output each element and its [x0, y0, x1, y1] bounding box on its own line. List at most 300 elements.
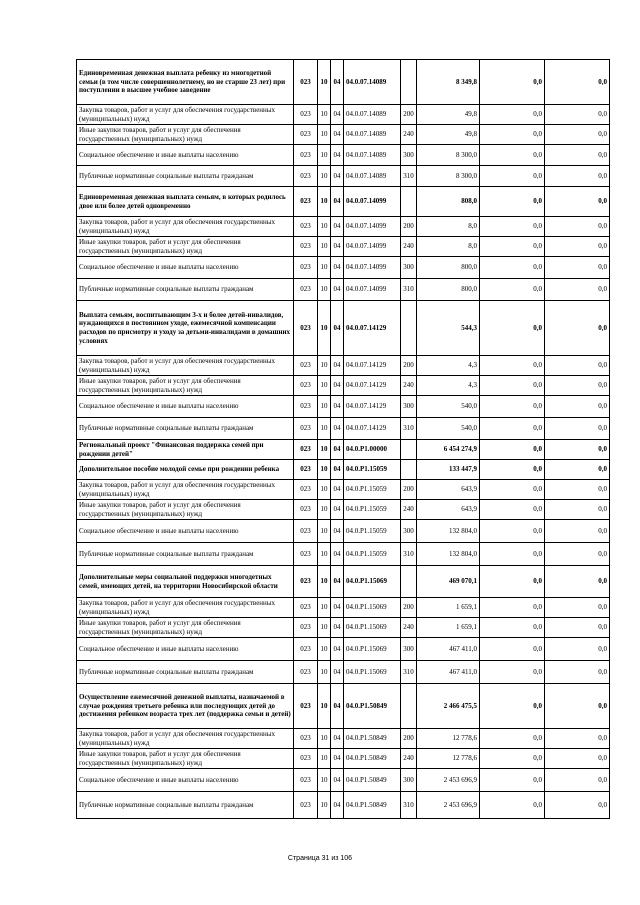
table-row	[77, 769, 610, 792]
row-section: 10	[318, 187, 331, 217]
row-target-article: 04.0.P1.15059	[344, 520, 401, 543]
row-expense-type: 300	[401, 145, 417, 166]
row-amount-year2: 0,0	[480, 257, 545, 279]
row-ministry-code: 023	[294, 237, 318, 257]
table-row	[77, 729, 610, 749]
row-name: Закупка товаров, работ и услуг для обеспечения государственных (муниципальных) нужд	[77, 729, 294, 749]
row-section: 10	[318, 638, 331, 661]
row-subsection: 04	[331, 729, 344, 749]
row-target-article: 04.0.P1.50849	[344, 749, 401, 769]
row-name: Осуществление ежемесячной денежной выплаты, назначаемой в случае рождения третьего ребенка или последующих детей до достижения ребенком возраста трех лет (поддержка семьи и детей)	[77, 684, 294, 729]
table-row	[77, 500, 610, 520]
row-target-article: 04.0.P1.15059	[344, 480, 401, 500]
row-amount-year1: 2 453 696,9	[417, 792, 480, 819]
row-amount-year3: 0,0	[545, 598, 610, 618]
row-amount-year3: 0,0	[545, 356, 610, 376]
row-section: 10	[318, 566, 331, 598]
row-name: Социальное обеспечение и иные выплаты населению	[77, 520, 294, 543]
row-amount-year3: 0,0	[545, 166, 610, 187]
row-ministry-code: 023	[294, 279, 318, 301]
row-amount-year3: 0,0	[545, 396, 610, 418]
row-name: Социальное обеспечение и иные выплаты населению	[77, 145, 294, 166]
row-amount-year1: 133 447,9	[417, 460, 480, 480]
row-name: Иные закупки товаров, работ и услуг для обеспечения государственных (муниципальных) нужд	[77, 749, 294, 769]
row-expense-type	[401, 440, 417, 460]
row-ministry-code: 023	[294, 356, 318, 376]
row-amount-year2: 0,0	[480, 356, 545, 376]
row-name: Публичные нормативные социальные выплаты гражданам	[77, 279, 294, 301]
row-amount-year3: 0,0	[545, 480, 610, 500]
row-amount-year1: 132 804,0	[417, 520, 480, 543]
row-target-article: 04.0.07.14089	[344, 125, 401, 145]
row-amount-year3: 0,0	[545, 684, 610, 729]
row-ministry-code: 023	[294, 396, 318, 418]
row-amount-year2: 0,0	[480, 217, 545, 237]
row-name: Публичные нормативные социальные выплаты гражданам	[77, 661, 294, 684]
row-expense-type: 300	[401, 638, 417, 661]
row-expense-type: 310	[401, 166, 417, 187]
row-ministry-code: 023	[294, 60, 318, 105]
row-expense-type: 200	[401, 105, 417, 125]
row-amount-year3: 0,0	[545, 60, 610, 105]
row-ministry-code: 023	[294, 500, 318, 520]
row-name: Дополнительное пособие молодой семье при рождении ребенка	[77, 460, 294, 480]
table-row	[77, 480, 610, 500]
row-expense-type: 240	[401, 376, 417, 396]
row-target-article: 04.0.P1.00000	[344, 440, 401, 460]
row-expense-type	[401, 684, 417, 729]
row-subsection: 04	[331, 279, 344, 301]
table-row	[77, 618, 610, 638]
row-section: 10	[318, 792, 331, 819]
row-amount-year3: 0,0	[545, 105, 610, 125]
row-amount-year1: 49,8	[417, 105, 480, 125]
row-amount-year1: 4,3	[417, 356, 480, 376]
row-amount-year3: 0,0	[545, 376, 610, 396]
row-amount-year2: 0,0	[480, 187, 545, 217]
row-amount-year3: 0,0	[545, 661, 610, 684]
row-target-article: 04.0.07.14129	[344, 301, 401, 356]
row-amount-year2: 0,0	[480, 480, 545, 500]
row-name: Закупка товаров, работ и услуг для обеспечения государственных (муниципальных) нужд	[77, 480, 294, 500]
row-subsection: 04	[331, 792, 344, 819]
row-amount-year1: 12 778,6	[417, 729, 480, 749]
row-ministry-code: 023	[294, 105, 318, 125]
table-row	[77, 638, 610, 661]
row-amount-year1: 8 300,0	[417, 145, 480, 166]
row-amount-year1: 467 411,0	[417, 661, 480, 684]
row-section: 10	[318, 460, 331, 480]
row-amount-year3: 0,0	[545, 237, 610, 257]
row-ministry-code: 023	[294, 301, 318, 356]
row-section: 10	[318, 684, 331, 729]
row-subsection: 04	[331, 566, 344, 598]
row-amount-year1: 643,9	[417, 480, 480, 500]
row-amount-year1: 12 778,6	[417, 749, 480, 769]
table-row	[77, 749, 610, 769]
row-expense-type	[401, 460, 417, 480]
row-expense-type	[401, 187, 417, 217]
row-section: 10	[318, 480, 331, 500]
row-section: 10	[318, 440, 331, 460]
row-target-article: 04.0.07.14099	[344, 257, 401, 279]
row-target-article: 04.0.P1.15059	[344, 543, 401, 566]
row-amount-year2: 0,0	[480, 60, 545, 105]
row-expense-type: 300	[401, 396, 417, 418]
row-subsection: 04	[331, 684, 344, 729]
table-row	[77, 520, 610, 543]
row-subsection: 04	[331, 661, 344, 684]
row-ministry-code: 023	[294, 769, 318, 792]
row-amount-year2: 0,0	[480, 237, 545, 257]
row-subsection: 04	[331, 418, 344, 440]
row-amount-year3: 0,0	[545, 749, 610, 769]
row-amount-year3: 0,0	[545, 566, 610, 598]
row-section: 10	[318, 749, 331, 769]
row-section: 10	[318, 279, 331, 301]
row-amount-year2: 0,0	[480, 500, 545, 520]
row-amount-year2: 0,0	[480, 301, 545, 356]
row-amount-year3: 0,0	[545, 500, 610, 520]
row-amount-year1: 2 466 475,5	[417, 684, 480, 729]
row-name: Региональный проект "Финансовая поддержка семей при рождении детей"	[77, 440, 294, 460]
row-amount-year1: 4,3	[417, 376, 480, 396]
row-amount-year1: 8 349,8	[417, 60, 480, 105]
row-amount-year3: 0,0	[545, 460, 610, 480]
row-target-article: 04.0.07.14099	[344, 187, 401, 217]
row-amount-year1: 2 453 696,9	[417, 769, 480, 792]
table-row	[77, 301, 610, 356]
row-amount-year1: 800,0	[417, 279, 480, 301]
row-expense-type: 310	[401, 661, 417, 684]
row-target-article: 04.0.P1.15069	[344, 566, 401, 598]
row-subsection: 04	[331, 217, 344, 237]
row-name: Публичные нормативные социальные выплаты гражданам	[77, 418, 294, 440]
row-subsection: 04	[331, 166, 344, 187]
row-amount-year2: 0,0	[480, 376, 545, 396]
row-ministry-code: 023	[294, 749, 318, 769]
row-amount-year1: 8 300,0	[417, 166, 480, 187]
row-amount-year1: 467 411,0	[417, 638, 480, 661]
row-amount-year2: 0,0	[480, 418, 545, 440]
row-target-article: 04.0.P1.15069	[344, 638, 401, 661]
row-section: 10	[318, 520, 331, 543]
row-amount-year2: 0,0	[480, 543, 545, 566]
row-subsection: 04	[331, 520, 344, 543]
row-amount-year1: 6 454 274,9	[417, 440, 480, 460]
row-ministry-code: 023	[294, 566, 318, 598]
row-expense-type: 200	[401, 598, 417, 618]
row-amount-year1: 1 659,1	[417, 618, 480, 638]
page-number: Страница 31 из 106	[287, 855, 353, 862]
row-amount-year2: 0,0	[480, 638, 545, 661]
row-amount-year1: 540,0	[417, 396, 480, 418]
row-target-article: 04.0.P1.50849	[344, 729, 401, 749]
row-target-article: 04.0.P1.15069	[344, 661, 401, 684]
table-row	[77, 396, 610, 418]
row-ministry-code: 023	[294, 145, 318, 166]
row-section: 10	[318, 301, 331, 356]
row-amount-year1: 49,8	[417, 125, 480, 145]
table-row	[77, 279, 610, 301]
row-amount-year2: 0,0	[480, 520, 545, 543]
row-name: Закупка товаров, работ и услуг для обеспечения государственных (муниципальных) нужд	[77, 105, 294, 125]
row-amount-year1: 132 804,0	[417, 543, 480, 566]
row-amount-year2: 0,0	[480, 792, 545, 819]
row-section: 10	[318, 543, 331, 566]
row-amount-year3: 0,0	[545, 145, 610, 166]
row-amount-year3: 0,0	[545, 279, 610, 301]
row-ministry-code: 023	[294, 684, 318, 729]
row-amount-year2: 0,0	[480, 661, 545, 684]
row-amount-year2: 0,0	[480, 769, 545, 792]
row-amount-year2: 0,0	[480, 566, 545, 598]
row-section: 10	[318, 769, 331, 792]
row-amount-year2: 0,0	[480, 460, 545, 480]
table-row	[77, 105, 610, 125]
row-amount-year2: 0,0	[480, 618, 545, 638]
row-section: 10	[318, 257, 331, 279]
row-target-article: 04.0.07.14129	[344, 356, 401, 376]
table-row	[77, 376, 610, 396]
row-amount-year3: 0,0	[545, 187, 610, 217]
row-expense-type: 240	[401, 618, 417, 638]
row-target-article: 04.0.07.14099	[344, 237, 401, 257]
row-section: 10	[318, 729, 331, 749]
table-row	[77, 257, 610, 279]
row-ministry-code: 023	[294, 729, 318, 749]
row-name: Иные закупки товаров, работ и услуг для обеспечения государственных (муниципальных) нужд	[77, 618, 294, 638]
row-subsection: 04	[331, 638, 344, 661]
table-row	[77, 187, 610, 217]
row-amount-year2: 0,0	[480, 105, 545, 125]
row-expense-type	[401, 60, 417, 105]
table-row	[77, 684, 610, 729]
row-name: Публичные нормативные социальные выплаты гражданам	[77, 166, 294, 187]
row-name: Единовременная денежная выплата ребенку из многодетной семьи (в том числе совершеннолетнему, но не старше 23 лет) при поступлении в высшее учебное заведение	[77, 60, 294, 105]
row-amount-year3: 0,0	[545, 301, 610, 356]
row-ministry-code: 023	[294, 257, 318, 279]
row-amount-year2: 0,0	[480, 125, 545, 145]
row-expense-type: 200	[401, 217, 417, 237]
row-subsection: 04	[331, 480, 344, 500]
row-amount-year3: 0,0	[545, 543, 610, 566]
row-expense-type: 240	[401, 500, 417, 520]
table-row	[77, 60, 610, 105]
row-amount-year3: 0,0	[545, 418, 610, 440]
row-subsection: 04	[331, 618, 344, 638]
table-row	[77, 237, 610, 257]
row-amount-year3: 0,0	[545, 729, 610, 749]
row-amount-year3: 0,0	[545, 440, 610, 460]
row-name: Социальное обеспечение и иные выплаты населению	[77, 257, 294, 279]
row-ministry-code: 023	[294, 661, 318, 684]
row-subsection: 04	[331, 145, 344, 166]
row-section: 10	[318, 145, 331, 166]
row-name: Дополнительные меры социальной поддержки многодетных семей, имеющих детей, на территории Новосибирской области	[77, 566, 294, 598]
row-target-article: 04.0.07.14089	[344, 60, 401, 105]
budget-table	[76, 59, 610, 819]
row-amount-year2: 0,0	[480, 749, 545, 769]
row-section: 10	[318, 105, 331, 125]
row-ministry-code: 023	[294, 480, 318, 500]
row-expense-type	[401, 566, 417, 598]
row-subsection: 04	[331, 543, 344, 566]
row-section: 10	[318, 396, 331, 418]
row-target-article: 04.0.P1.15069	[344, 598, 401, 618]
row-ministry-code: 023	[294, 543, 318, 566]
row-expense-type: 200	[401, 729, 417, 749]
row-subsection: 04	[331, 440, 344, 460]
row-name: Публичные нормативные социальные выплаты гражданам	[77, 543, 294, 566]
row-expense-type: 310	[401, 792, 417, 819]
row-expense-type: 240	[401, 237, 417, 257]
row-section: 10	[318, 166, 331, 187]
row-target-article: 04.0.P1.15059	[344, 500, 401, 520]
row-amount-year1: 469 070,1	[417, 566, 480, 598]
table-row	[77, 418, 610, 440]
row-subsection: 04	[331, 257, 344, 279]
row-amount-year3: 0,0	[545, 125, 610, 145]
row-section: 10	[318, 618, 331, 638]
row-name: Социальное обеспечение и иные выплаты населению	[77, 769, 294, 792]
row-target-article: 04.0.P1.50849	[344, 792, 401, 819]
row-name: Иные закупки товаров, работ и услуг для обеспечения государственных (муниципальных) нужд	[77, 237, 294, 257]
row-amount-year2: 0,0	[480, 440, 545, 460]
row-amount-year2: 0,0	[480, 684, 545, 729]
row-expense-type: 240	[401, 749, 417, 769]
row-subsection: 04	[331, 460, 344, 480]
row-amount-year3: 0,0	[545, 520, 610, 543]
row-amount-year2: 0,0	[480, 166, 545, 187]
row-name: Закупка товаров, работ и услуг для обеспечения государственных (муниципальных) нужд	[77, 356, 294, 376]
row-expense-type: 300	[401, 520, 417, 543]
row-ministry-code: 023	[294, 440, 318, 460]
row-amount-year1: 1 659,1	[417, 598, 480, 618]
row-amount-year3: 0,0	[545, 618, 610, 638]
table-row	[77, 598, 610, 618]
row-target-article: 04.0.P1.15069	[344, 618, 401, 638]
row-section: 10	[318, 376, 331, 396]
row-section: 10	[318, 661, 331, 684]
table-row	[77, 460, 610, 480]
table-row	[77, 217, 610, 237]
row-subsection: 04	[331, 396, 344, 418]
row-amount-year1: 544,3	[417, 301, 480, 356]
row-subsection: 04	[331, 187, 344, 217]
row-amount-year3: 0,0	[545, 257, 610, 279]
row-section: 10	[318, 500, 331, 520]
row-amount-year1: 808,0	[417, 187, 480, 217]
row-amount-year3: 0,0	[545, 638, 610, 661]
row-subsection: 04	[331, 769, 344, 792]
row-target-article: 04.0.07.14099	[344, 217, 401, 237]
row-name: Иные закупки товаров, работ и услуг для обеспечения государственных (муниципальных) нужд	[77, 376, 294, 396]
row-amount-year2: 0,0	[480, 279, 545, 301]
row-expense-type: 300	[401, 769, 417, 792]
row-expense-type: 300	[401, 257, 417, 279]
row-target-article: 04.0.07.14089	[344, 166, 401, 187]
row-amount-year2: 0,0	[480, 145, 545, 166]
row-amount-year3: 0,0	[545, 769, 610, 792]
row-amount-year3: 0,0	[545, 792, 610, 819]
row-expense-type	[401, 301, 417, 356]
row-amount-year2: 0,0	[480, 598, 545, 618]
row-expense-type: 200	[401, 480, 417, 500]
row-subsection: 04	[331, 301, 344, 356]
table-row	[77, 792, 610, 819]
row-ministry-code: 023	[294, 460, 318, 480]
row-subsection: 04	[331, 105, 344, 125]
row-ministry-code: 023	[294, 598, 318, 618]
row-ministry-code: 023	[294, 418, 318, 440]
row-target-article: 04.0.07.14089	[344, 105, 401, 125]
table-row	[77, 543, 610, 566]
row-ministry-code: 023	[294, 618, 318, 638]
row-amount-year2: 0,0	[480, 396, 545, 418]
row-section: 10	[318, 60, 331, 105]
row-name: Закупка товаров, работ и услуг для обеспечения государственных (муниципальных) нужд	[77, 217, 294, 237]
row-subsection: 04	[331, 500, 344, 520]
row-section: 10	[318, 125, 331, 145]
table-row	[77, 661, 610, 684]
table-row	[77, 566, 610, 598]
row-expense-type: 200	[401, 356, 417, 376]
row-target-article: 04.0.07.14129	[344, 418, 401, 440]
row-ministry-code: 023	[294, 376, 318, 396]
row-section: 10	[318, 418, 331, 440]
table-row	[77, 166, 610, 187]
table-row	[77, 440, 610, 460]
table-row	[77, 145, 610, 166]
row-target-article: 04.0.07.14129	[344, 376, 401, 396]
row-subsection: 04	[331, 376, 344, 396]
row-ministry-code: 023	[294, 125, 318, 145]
row-ministry-code: 023	[294, 638, 318, 661]
row-amount-year1: 800,0	[417, 257, 480, 279]
row-amount-year1: 540,0	[417, 418, 480, 440]
row-target-article: 04.0.07.14099	[344, 279, 401, 301]
row-amount-year1: 8,0	[417, 237, 480, 257]
row-name: Социальное обеспечение и иные выплаты населению	[77, 638, 294, 661]
row-name: Социальное обеспечение и иные выплаты населению	[77, 396, 294, 418]
row-name: Иные закупки товаров, работ и услуг для обеспечения государственных (муниципальных) нужд	[77, 125, 294, 145]
table-row	[77, 125, 610, 145]
row-ministry-code: 023	[294, 792, 318, 819]
row-name: Единовременная денежная выплата семьям, в которых родилось двое или более детей одновременно	[77, 187, 294, 217]
row-target-article: 04.0.P1.50849	[344, 684, 401, 729]
row-amount-year3: 0,0	[545, 217, 610, 237]
row-subsection: 04	[331, 598, 344, 618]
row-section: 10	[318, 598, 331, 618]
row-ministry-code: 023	[294, 187, 318, 217]
row-subsection: 04	[331, 60, 344, 105]
row-target-article: 04.0.07.14089	[344, 145, 401, 166]
row-target-article: 04.0.P1.50849	[344, 769, 401, 792]
row-amount-year1: 643,9	[417, 500, 480, 520]
row-expense-type: 310	[401, 279, 417, 301]
row-name: Иные закупки товаров, работ и услуг для обеспечения государственных (муниципальных) нужд	[77, 500, 294, 520]
row-name: Выплата семьям, воспитывающим 3-х и более детей-инвалидов, нуждающихся в постоянном уходе, ежемесячной компенсации расходов по присмотру и уходу за детьми-инвалидами в домашних условиях	[77, 301, 294, 356]
row-target-article: 04.0.07.14129	[344, 396, 401, 418]
row-expense-type: 310	[401, 418, 417, 440]
row-amount-year1: 8,0	[417, 217, 480, 237]
row-subsection: 04	[331, 237, 344, 257]
row-subsection: 04	[331, 125, 344, 145]
table-row	[77, 356, 610, 376]
row-name: Публичные нормативные социальные выплаты гражданам	[77, 792, 294, 819]
row-subsection: 04	[331, 749, 344, 769]
